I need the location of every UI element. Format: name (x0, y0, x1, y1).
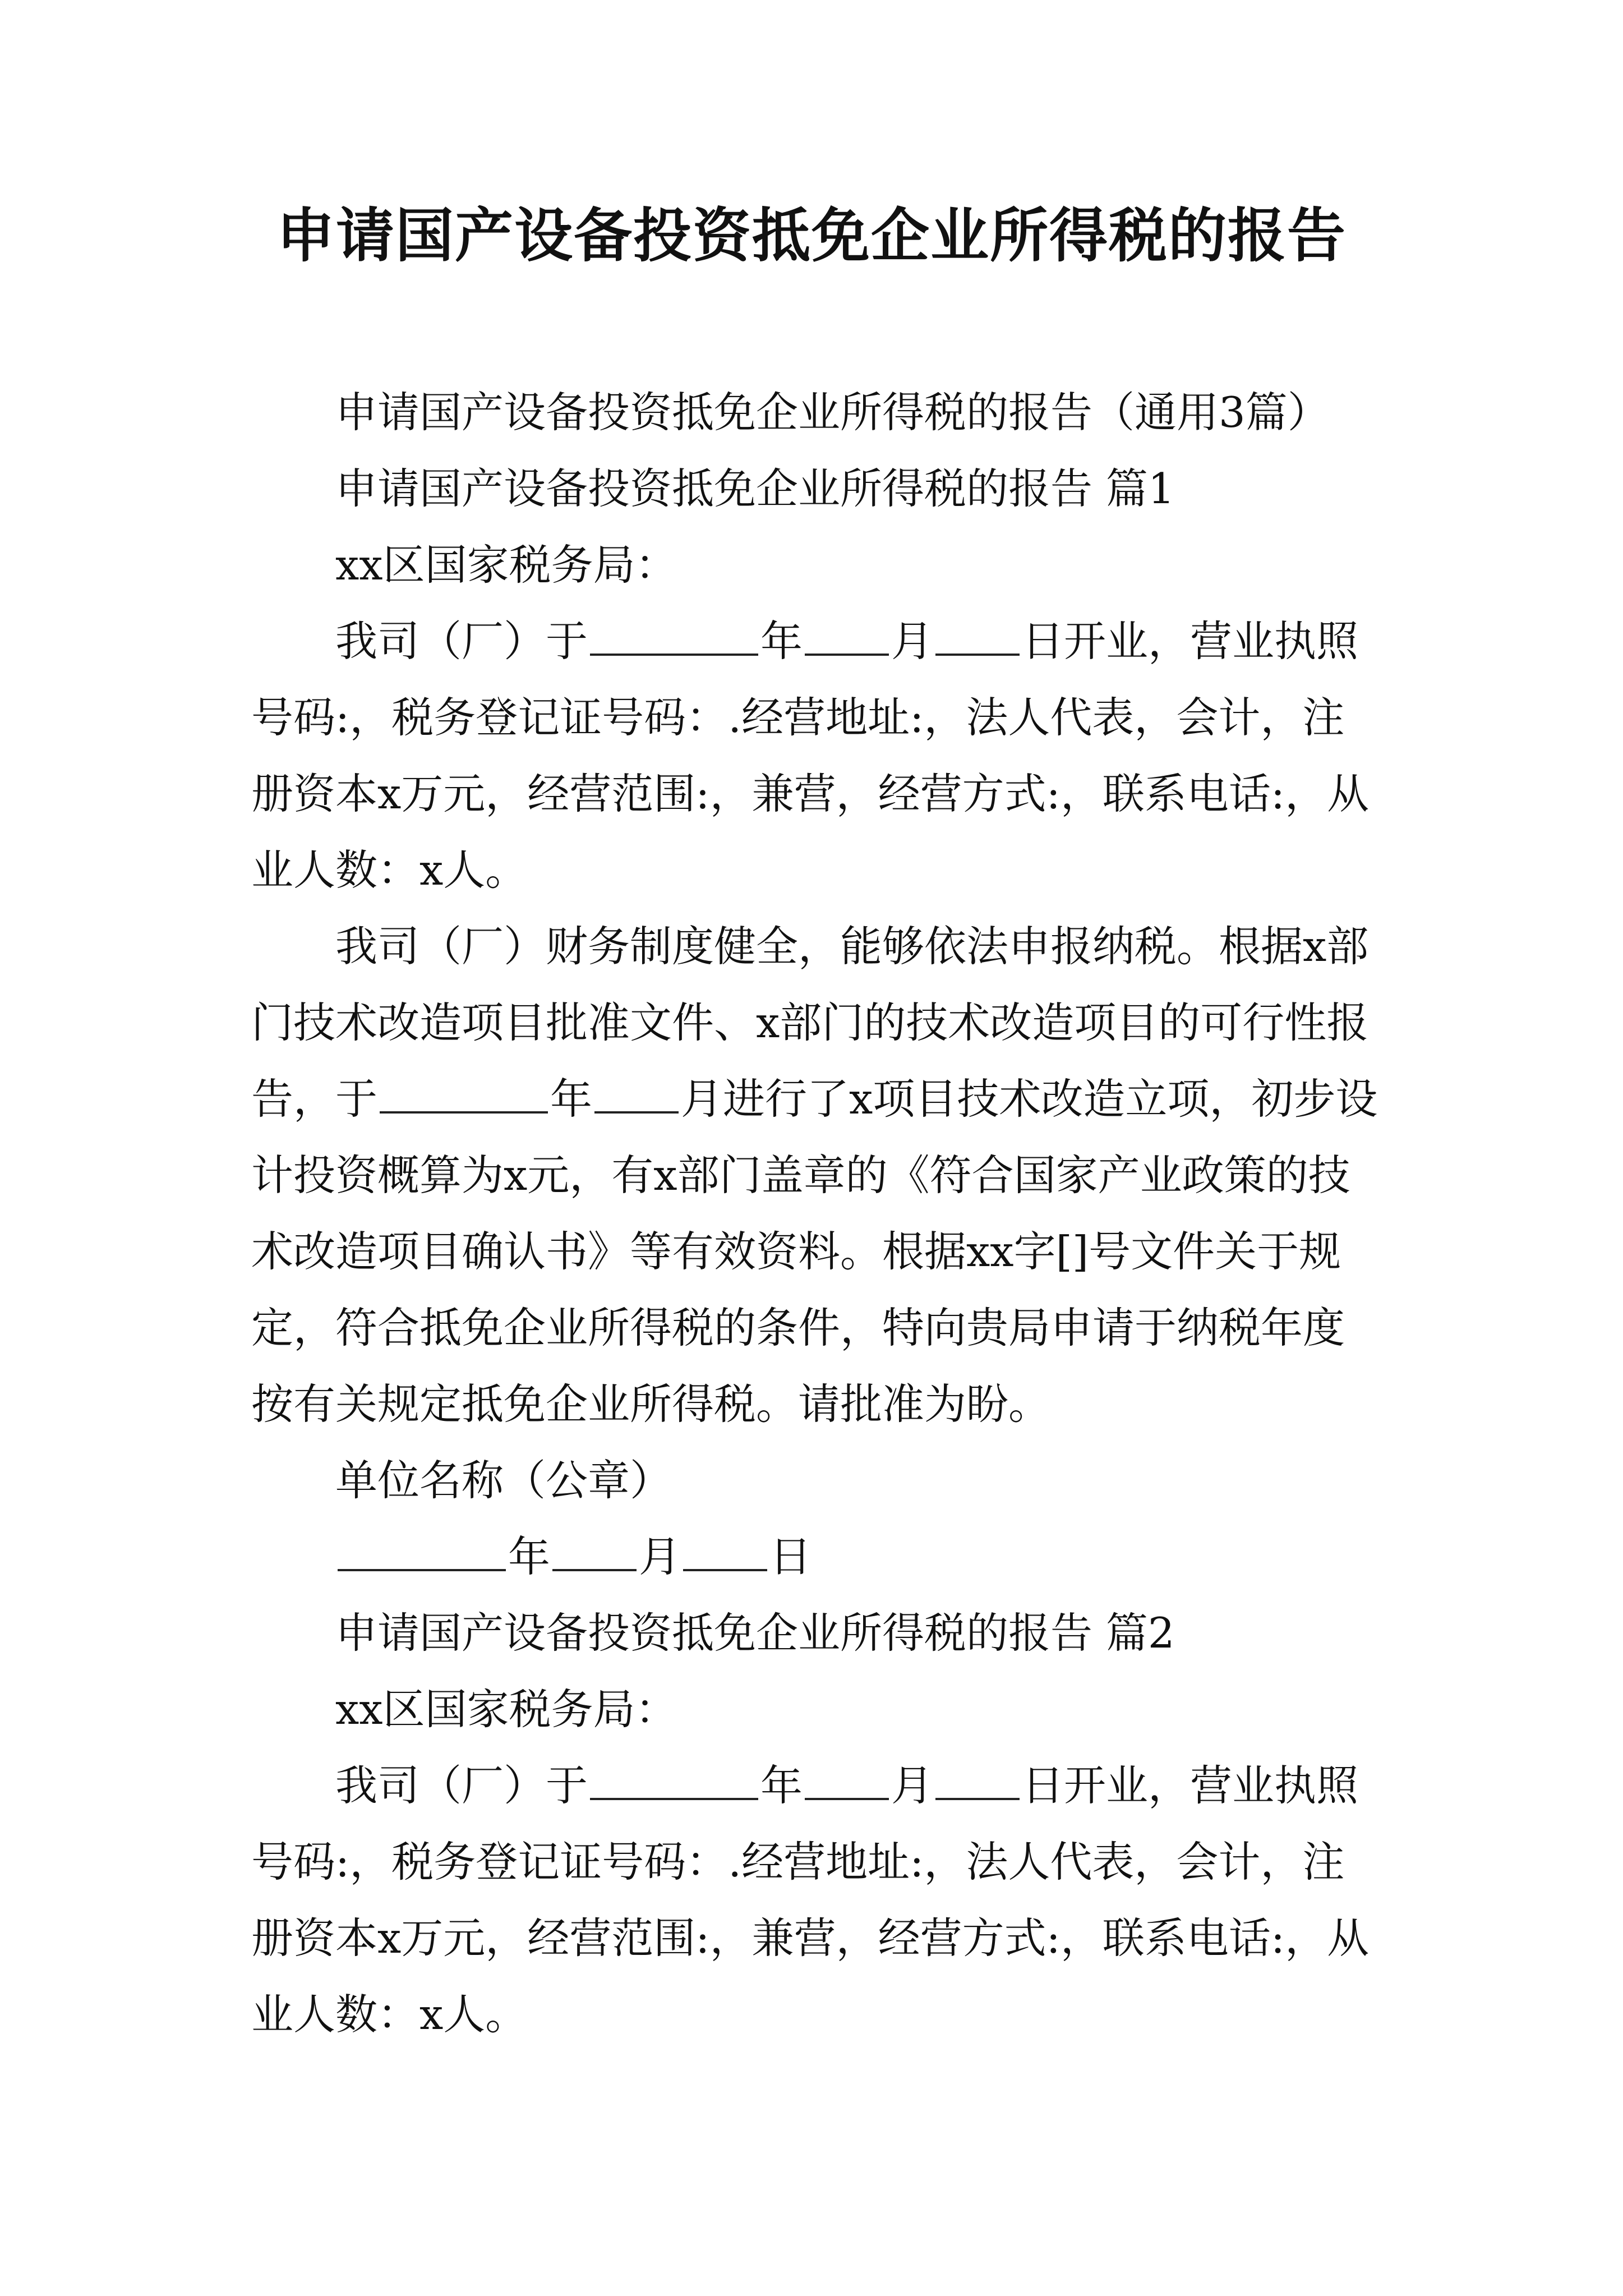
section2-addressee: xx区国家税务局： (335, 1685, 677, 1734)
blank-year (338, 1535, 506, 1571)
section2-p1-year: 年 (760, 1761, 803, 1810)
blank-year (590, 1764, 758, 1800)
section1-p1-month: 月 (891, 616, 934, 666)
section1-addressee: xx区国家税务局： (335, 540, 677, 590)
section1-date-year: 年 (508, 1532, 551, 1581)
section1-p1-prefix: 我司（厂）于 (335, 616, 588, 666)
section1-date-line (251, 1519, 1380, 1595)
section2-heading: 申请国产设备投资抵免企业所得税的报告 篇2 (335, 1608, 1175, 1658)
document-body (251, 374, 1380, 2053)
section1-p2-year: 年 (550, 1074, 593, 1124)
blank-month (552, 1535, 637, 1571)
section1-p2-part2: 月进行了x项目技术改造立项，初步设计投资概算为x元，有x部门盖章的《符合国家产业政策的技术改造项目确认书》等有效资料。根据xx字[]号文件关于规定，符合抵免企业所得税的条件，特向贵局申请于纳税年度按有关规定抵免企业所得税。请批准为盼。 (251, 1074, 1378, 1429)
section1-date-month: 月 (639, 1532, 681, 1581)
section1-p1-rest: 日开业，营业执照号码:，税务登记证号码：.经营地址:，法人代表，会计，注册资本x万元，经营范围:，兼营，经营方式:，联系电话:，从业人数：x人。 (251, 616, 1370, 895)
section1-paragraph-2 (251, 908, 1380, 1442)
section1-heading: 申请国产设备投资抵免企业所得税的报告 篇1 (335, 464, 1175, 513)
blank-month (594, 1078, 679, 1114)
section1-date-day: 日 (769, 1532, 812, 1581)
document-title: 申请国产设备投资抵免企业所得税的报告 (276, 201, 1347, 270)
section1-signature: 单位名称（公章） (335, 1456, 672, 1505)
blank-day (935, 620, 1020, 656)
section2-p1-rest: 日开业，营业执照号码:，税务登记证号码：.经营地址:，法人代表，会计，注册资本x万元，经营范围:，兼营，经营方式:，联系电话:，从业人数：x人。 (251, 1761, 1370, 2039)
section2-p1-month: 月 (891, 1761, 934, 1810)
section2-paragraph-1 (251, 1747, 1380, 2053)
blank-day (935, 1764, 1020, 1800)
section2-p1-prefix: 我司（厂）于 (335, 1761, 588, 1810)
section1-p2-part1: 我司（厂）财务制度健全，能够依法申报纳税。根据x部门技术改造项目批准文件、x部门的技术改造项目的可行性报告，于 (251, 922, 1369, 1124)
blank-month (805, 620, 889, 656)
blank-year (380, 1078, 548, 1114)
section1-p1-year: 年 (760, 616, 803, 666)
document-subtitle: 申请国产设备投资抵免企业所得税的报告（通用3篇） (335, 388, 1330, 437)
section1-paragraph-1 (251, 603, 1380, 908)
blank-month (805, 1764, 889, 1800)
blank-day (683, 1535, 767, 1571)
blank-year (590, 620, 758, 656)
